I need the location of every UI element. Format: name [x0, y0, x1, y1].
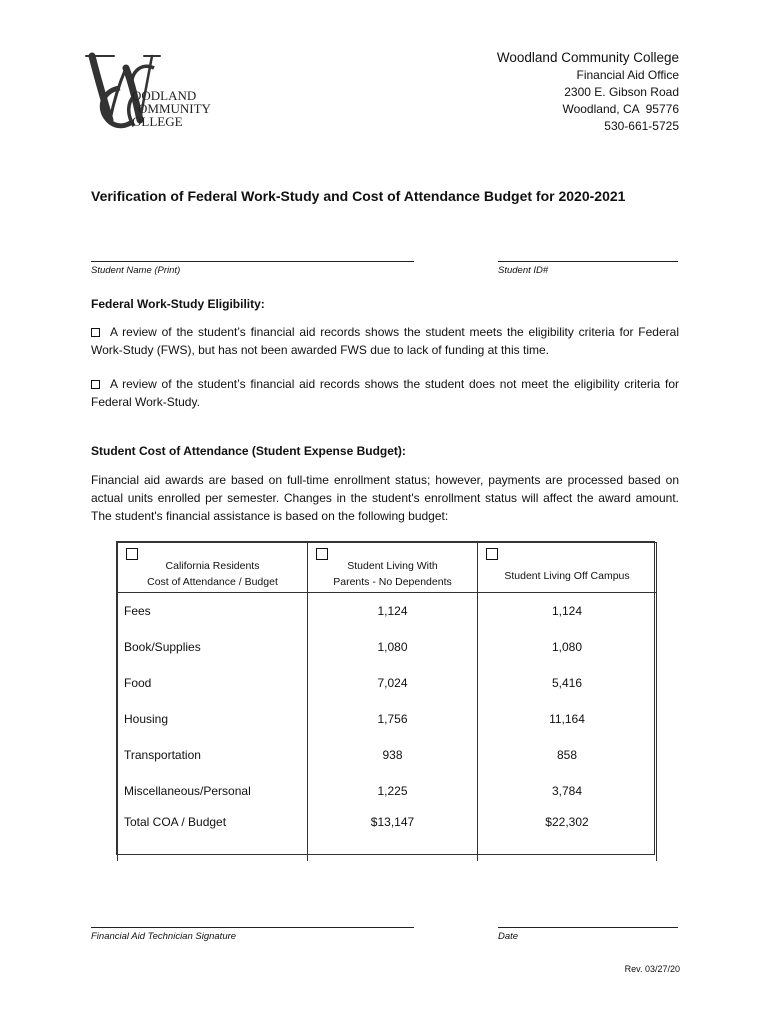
table-row-total: [118, 809, 657, 861]
row-value-with-parents: 1,225: [308, 773, 478, 809]
student-name-line[interactable]: [91, 261, 414, 262]
table-row-food: [118, 665, 657, 701]
city-state-zip: Woodland, CA 95776: [562, 102, 679, 116]
coa-heading: Student Cost of Attendance (Student Expense Budget):: [91, 444, 406, 458]
table-row-books: [118, 629, 657, 665]
row-label: Fees: [118, 593, 308, 630]
office-name: Financial Aid Office: [576, 68, 679, 82]
document-title: Verification of Federal Work-Study and Cost of Attendance Budget for 2020-2021: [91, 188, 626, 204]
header-california-residents: [118, 543, 308, 593]
student-name-label: Student Name (Print): [91, 265, 181, 276]
col2-line2: Parents - No Dependents: [333, 576, 452, 588]
street-address: 2300 E. Gibson Road: [564, 85, 679, 99]
row-value-with-parents: $13,147: [308, 809, 478, 861]
row-label: Housing: [118, 701, 308, 737]
technician-signature-line[interactable]: [91, 927, 414, 928]
fws-option-eligible-text: A review of the student’s financial aid records shows the student meets the eligibility criteria for Federal Work-Study (FWS), but has not been awarded FWS due to lack of funding at this time.: [91, 325, 679, 357]
row-value-off-campus: 11,164: [478, 701, 657, 737]
header-living-with-parents: [308, 543, 478, 593]
row-value-off-campus: 858: [478, 737, 657, 773]
coa-table-header: [118, 543, 657, 593]
coa-budget-table: [116, 541, 655, 855]
phone-number: 530-661-5725: [604, 119, 679, 133]
logo-line-woodland: OODLAND: [132, 88, 197, 103]
revision-date: Rev. 03/27/20: [624, 964, 680, 974]
date-label: Date: [498, 931, 519, 942]
row-value-with-parents: 7,024: [308, 665, 478, 701]
row-label: Miscellaneous/Personal: [118, 773, 308, 809]
col1-line1: California Residents: [165, 560, 260, 572]
college-name: Woodland Community College: [496, 50, 679, 65]
row-label: Transportation: [118, 737, 308, 773]
col2-line1: Student Living With: [347, 560, 438, 572]
row-value-off-campus: 5,416: [478, 665, 657, 701]
date-line[interactable]: [498, 927, 678, 928]
row-value-off-campus: 1,124: [478, 593, 657, 630]
row-value-with-parents: 1,080: [308, 629, 478, 665]
row-label: Total COA / Budget: [118, 809, 308, 861]
fws-option-not-eligible-text: A review of the student’s financial aid records shows the student does not meet the eligibility criteria for Federal Work-Study.: [91, 377, 679, 409]
college-address-block: [497, 48, 679, 135]
row-label: Food: [118, 665, 308, 701]
logo-line-college: OLLEGE: [132, 114, 183, 129]
fws-option-not-eligible: [91, 375, 679, 411]
row-value-with-parents: 1,124: [308, 593, 478, 630]
col1-line2: Cost of Attendance / Budget: [147, 576, 278, 588]
row-value-off-campus: 1,080: [478, 629, 657, 665]
row-value-off-campus: 3,784: [478, 773, 657, 809]
student-id-line[interactable]: [498, 261, 678, 262]
table-row-miscellaneous: [118, 773, 657, 809]
row-value-with-parents: 1,756: [308, 701, 478, 737]
table-row-fees: [118, 593, 657, 630]
header-living-off-campus: [478, 543, 657, 593]
table-row-transportation: [118, 737, 657, 773]
coa-intro: Financial aid awards are based on full-time enrollment status; however, payments are processed based on actual units enrolled per semester. Changes in the student's enrollment status will affect the award amount. The student's financial assistance is based on the following budget:: [91, 473, 679, 523]
row-value-with-parents: 938: [308, 737, 478, 773]
living-off-campus-checkbox[interactable]: [486, 548, 498, 560]
fws-eligible-checkbox[interactable]: [91, 328, 100, 337]
col3-line1: Student Living Off Campus: [504, 570, 630, 582]
logo-line-community: OMMUNITY: [138, 101, 211, 116]
fws-option-eligible: [91, 323, 679, 359]
technician-signature-label: Financial Aid Technician Signature: [91, 931, 237, 942]
row-label: Book/Supplies: [118, 629, 308, 665]
logo-wordmark: [132, 89, 211, 128]
row-value-off-campus: $22,302: [478, 809, 657, 861]
student-id-label: Student ID#: [498, 265, 549, 276]
fws-not-eligible-checkbox[interactable]: [91, 380, 100, 389]
fws-heading: Federal Work-Study Eligibility:: [91, 297, 265, 311]
table-row-housing: [118, 701, 657, 737]
